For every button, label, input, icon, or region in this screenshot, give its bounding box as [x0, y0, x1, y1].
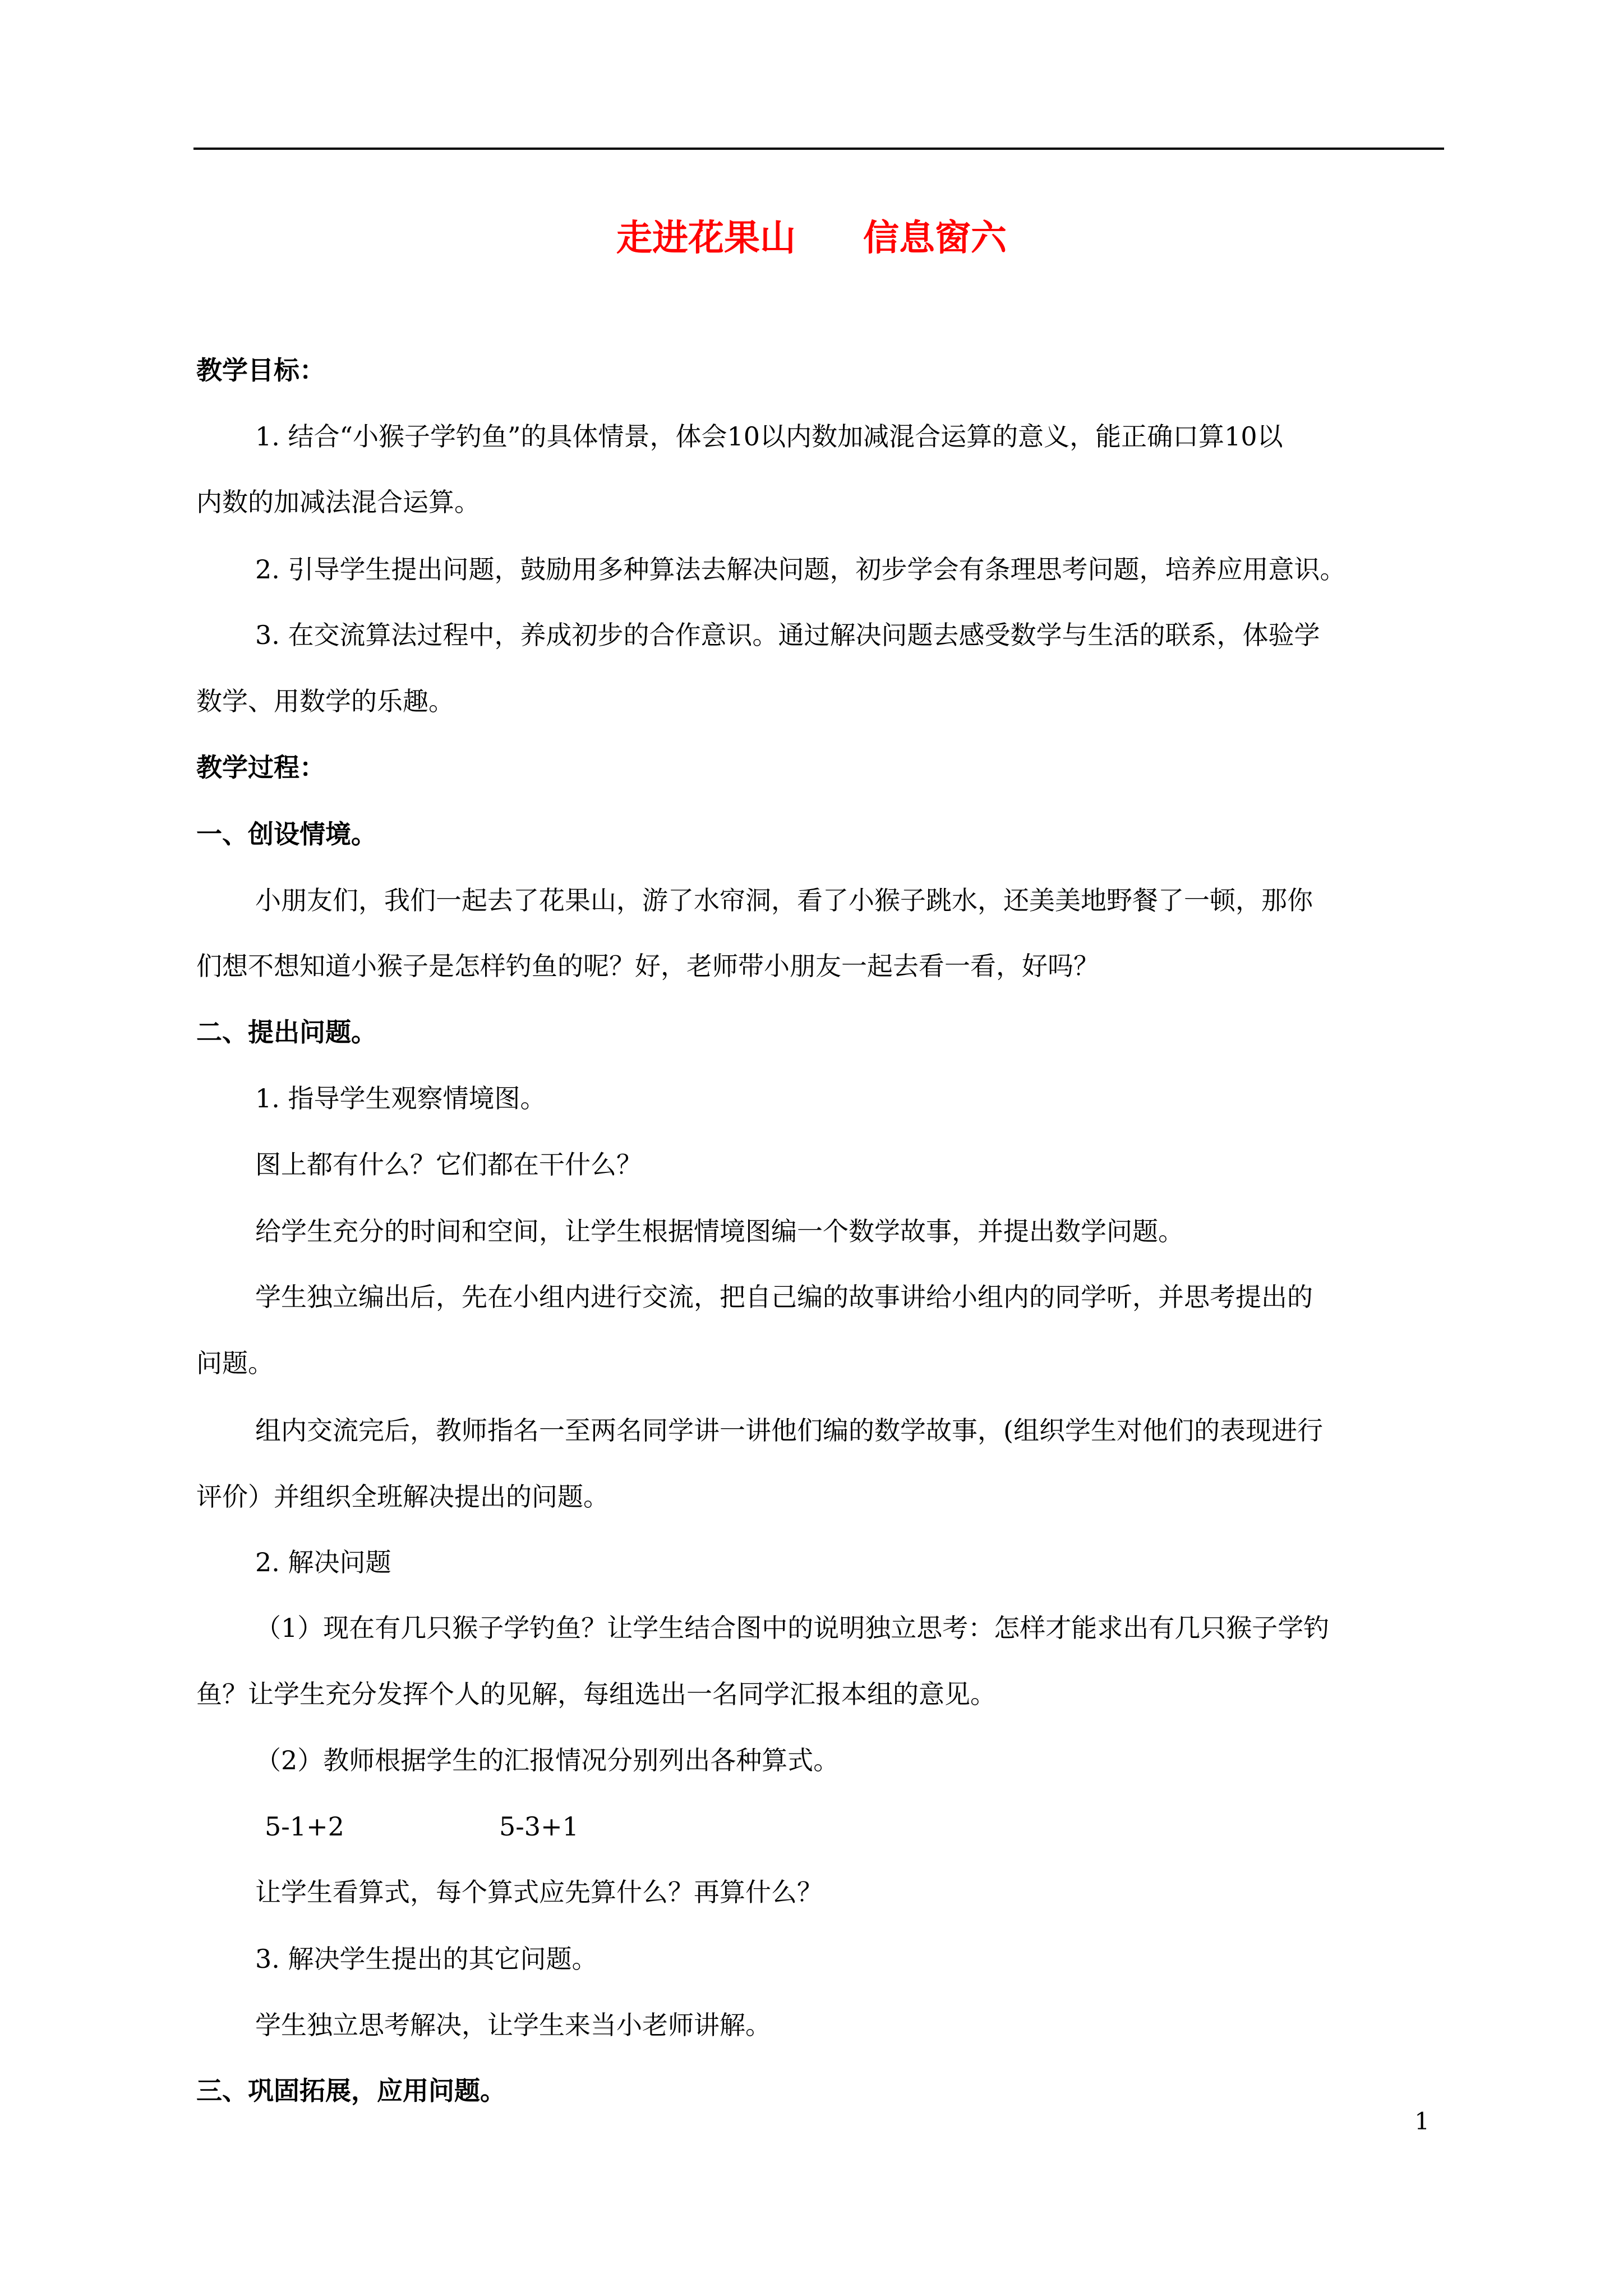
section-2-item-3: 3. 解决学生提出的其它问题。: [255, 1944, 598, 1974]
document-title: [0, 210, 1623, 266]
section-2-paragraph-2-line-1: 学生独立编出后，先在小组内进行交流，把自己编的故事讲给小组内的同学听，并思考提出的: [255, 1282, 1313, 1312]
title-left: 走进花果山: [616, 217, 796, 259]
section-2-subitem-1-line-2: 鱼？让学生充分发挥个人的见解，每组选出一名同学汇报本组的意见。: [196, 1679, 996, 1709]
objectives-heading: 教学目标：: [196, 355, 325, 385]
process-heading: 教学过程：: [196, 752, 325, 783]
section-1-paragraph-line-2: 们想不想知道小猴子是怎样钓鱼的呢？好，老师带小朋友一起去看一看，好吗？: [196, 951, 1099, 981]
title-right: 信息窗六: [863, 217, 1007, 259]
section-2-paragraph-2-line-2: 问题。: [196, 1348, 274, 1378]
objective-3-line-2: 数学、用数学的乐趣。: [196, 686, 454, 716]
section-2-paragraph-1: 给学生充分的时间和空间，让学生根据情境图编一个数学故事，并提出数学问题。: [255, 1216, 1184, 1246]
section-2-heading: 二、提出问题。: [196, 1017, 377, 1047]
formula-1: 5-1+2: [265, 1811, 344, 1842]
page-number: 1: [1414, 2108, 1430, 2135]
section-2-item-2: 2. 解决问题: [255, 1547, 391, 1577]
section-2-paragraph-4: 让学生看算式，每个算式应先算什么？再算什么？: [255, 1877, 823, 1907]
section-2-paragraph-3-line-2: 评价）并组织全班解决提出的问题。: [196, 1481, 609, 1512]
section-3-heading: 三、巩固拓展，应用问题。: [196, 2076, 506, 2106]
objective-3-line-1: 3. 在交流算法过程中，养成初步的合作意识。通过解决问题去感受数学与生活的联系，体验学: [255, 620, 1320, 650]
objective-1-line-2: 内数的加减法混合运算。: [196, 487, 480, 517]
objective-1-line-1: 1. 结合“小猴子学钓鱼”的具体情景，体会10以内数加减混合运算的意义，能正确口算10以: [255, 421, 1283, 452]
section-2-subitem-2: （2）教师根据学生的汇报情况分别列出各种算式。: [255, 1745, 840, 1775]
section-1-paragraph-line-1: 小朋友们，我们一起去了花果山，游了水帘洞，看了小猴子跳水，还美美地野餐了一顿，那你: [255, 885, 1313, 915]
header-rule: [193, 148, 1444, 150]
section-2-question: 图上都有什么？它们都在干什么？: [255, 1149, 642, 1180]
section-2-subitem-1-line-1: （1）现在有几只猴子学钓鱼？让学生结合图中的说明独立思考：怎样才能求出有几只猴子学钓: [255, 1613, 1330, 1643]
formula-row: [265, 1810, 579, 1843]
section-2-paragraph-5: 学生独立思考解决，让学生来当小老师讲解。: [255, 2010, 771, 2040]
objective-2: 2. 引导学生提出问题，鼓励用多种算法去解决问题，初步学会有条理思考问题，培养应用意识。: [255, 554, 1346, 585]
section-2-paragraph-3-line-1: 组内交流完后，教师指名一至两名同学讲一讲他们编的数学故事，(组织学生对他们的表现进行: [255, 1415, 1323, 1446]
section-2-item-1: 1. 指导学生观察情境图。: [255, 1083, 546, 1114]
section-1-heading: 一、创设情境。: [196, 819, 377, 849]
formula-2: 5-3+1: [499, 1811, 579, 1842]
